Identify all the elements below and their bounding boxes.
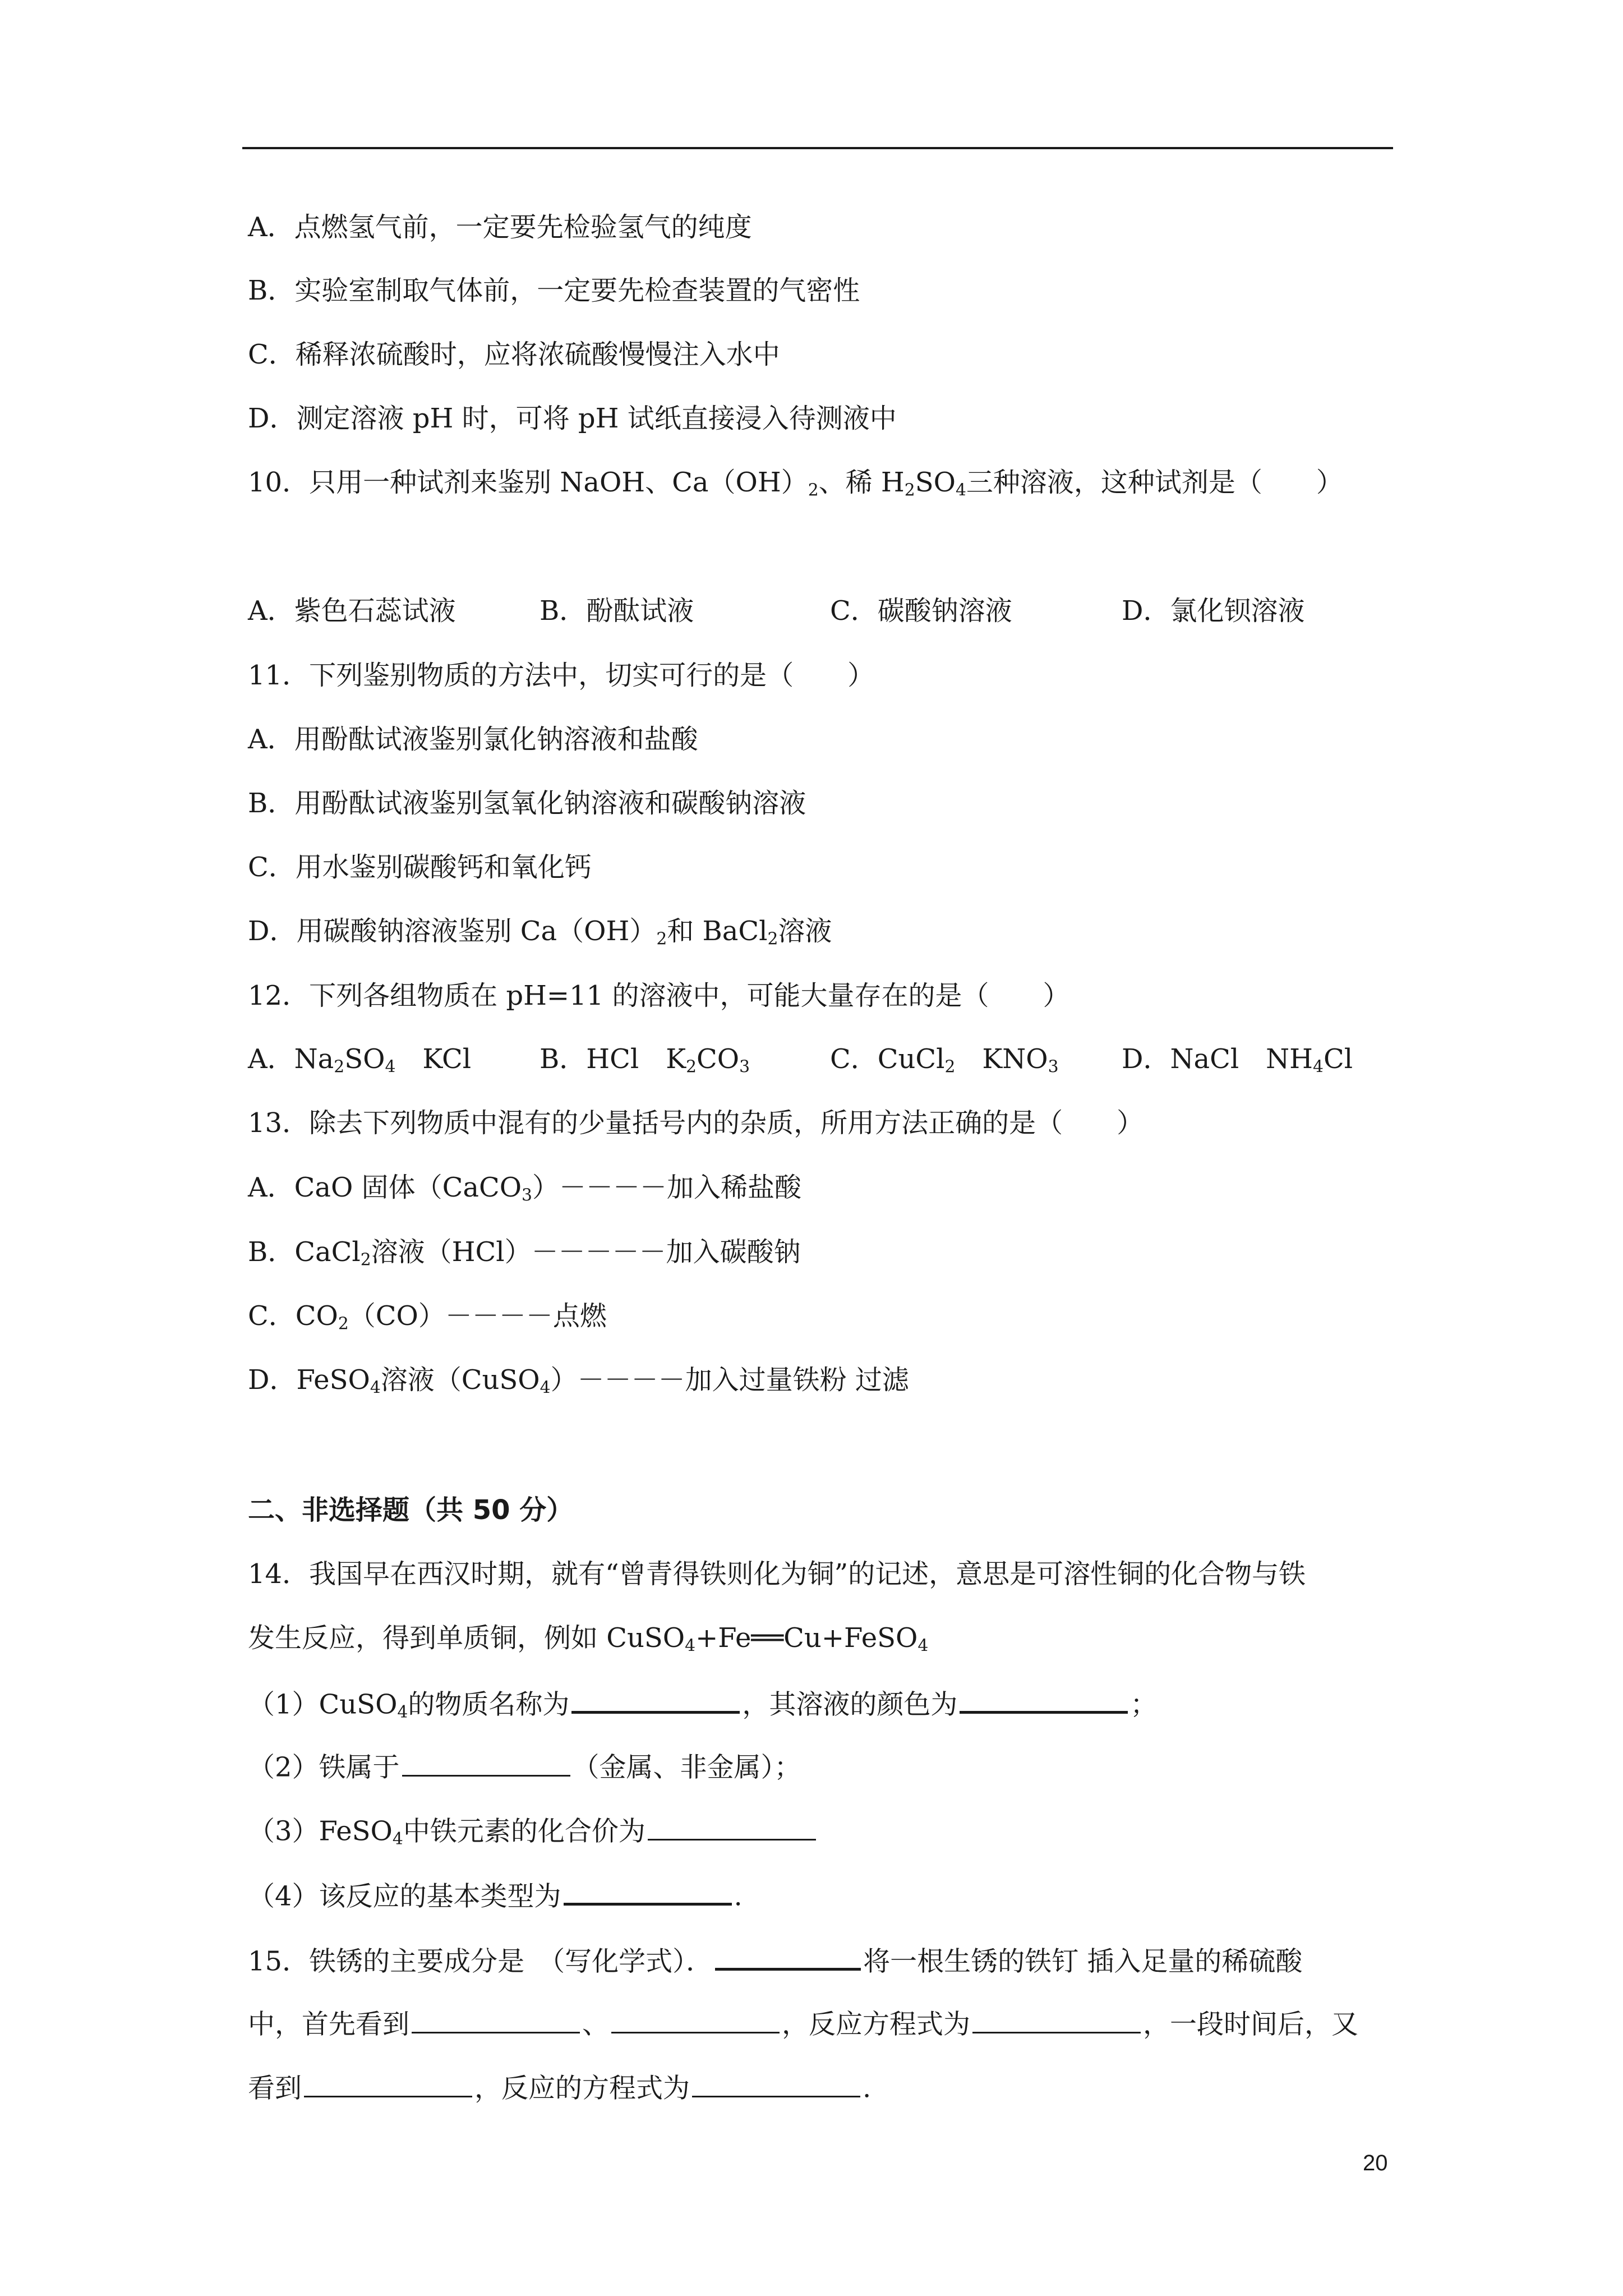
- q12-option-b: B．HCl $K_2CO_3$: [540, 1043, 750, 1077]
- q14-stem-line2: 发生反应，得到单质铜，例如 CuSO$_4$+Fe══Cu+FeSO$_4$: [248, 1622, 929, 1656]
- answer-blank[interactable]: [402, 1749, 570, 1777]
- q9-option-a: A．点燃氢气前，一定要先检验氢气的纯度: [248, 211, 752, 243]
- answer-blank[interactable]: [972, 2006, 1141, 2033]
- q9-option-c: C．稀释浓硫酸时，应将浓硫酸慢慢注入水中: [248, 339, 780, 370]
- q10-option-b: B．酚酞试液: [540, 595, 694, 627]
- q12-option-a: A．$Na_2SO_4$ KCl: [248, 1043, 472, 1077]
- q13-option-d: D．FeSO$_4$溶液（CuSO$_4$）－－－－加入过量铁粉 过滤: [248, 1364, 909, 1398]
- q12-option-c: C．CuCl$_2$ $KNO_3$: [830, 1043, 1059, 1077]
- q10-stem: 10．只用一种试剂来鉴别 NaOH、$Ca(OH)_2$、稀 $H_2SO_4$三种溶液，这种试剂是（ ）: [248, 467, 1343, 500]
- q13-option-c: C．$CO_2(CO)----$点燃: [248, 1300, 607, 1334]
- q14-stem-line1: 14．我国早在西汉时期，就有“曾青得铁则化为铜”的记述，意思是可溶性铜的化合物与铁: [248, 1558, 1306, 1590]
- answer-blank[interactable]: [715, 1942, 861, 1971]
- answer-blank[interactable]: [571, 1685, 740, 1714]
- q9-option-b: B．实验室制取气体前，一定要先检查装置的气密性: [248, 275, 860, 306]
- q11-option-b: B．用酚酞试液鉴别氢氧化钠溶液和碳酸钠溶液: [248, 788, 806, 819]
- q11-option-c: C．用水鉴别碳酸钙和氧化钙: [248, 852, 592, 883]
- q13-stem: 13．除去下列物质中混有的少量括号内的杂质，所用方法正确的是（ ）: [248, 1107, 1144, 1139]
- section-2-title: 二、非选择题（共 50 分）: [248, 1494, 574, 1526]
- q9-option-d: D．测定溶液 pH 时，可将 pH 试纸直接浸入待测液中: [248, 403, 897, 434]
- q14-sub3: （3）FeSO$_4$中铁元素的化合价为: [248, 1813, 818, 1848]
- q15-line3: 看到 ，反应的方程式为 .: [248, 2070, 871, 2105]
- q11-option-d: D．用碳酸钠溶液鉴别 $Ca(OH)_2$和 BaCl$_2$溶液: [248, 915, 832, 949]
- answer-blank[interactable]: [692, 2070, 860, 2097]
- q14-sub2: （2）铁属于 （金属、非金属）；: [248, 1749, 801, 1784]
- q10-option-a: A．紫色石蕊试液: [248, 595, 456, 627]
- q11-option-a: A．用酚酞试液鉴别氯化钠溶液和盐酸: [248, 724, 698, 755]
- answer-blank[interactable]: [412, 2006, 580, 2033]
- answer-blank[interactable]: [564, 1877, 732, 1906]
- q10-option-d: D．氯化钡溶液: [1122, 595, 1305, 627]
- q12-option-d: D．NaCl $NH_4Cl$: [1122, 1043, 1353, 1077]
- q14-sub4: （4）该反应的基本类型为 .: [248, 1877, 743, 1913]
- q13-option-b: B．CaCl$_2$溶液（HCl）－－－－－加入碳酸钠: [248, 1236, 801, 1270]
- q14-sub1: （1）CuSO$_4$的物质名称为 ，其溶液的颜色为 ；: [248, 1685, 1157, 1722]
- answer-blank[interactable]: [611, 2006, 780, 2033]
- q15-line2: 中，首先看到 、 ，反应方程式为 ，一段时间后，又: [248, 2006, 1358, 2041]
- q10-option-c: C．碳酸钠溶液: [830, 595, 1012, 627]
- q15-line1: 15．铁锈的主要成分是 （写化学式）． 将一根生锈的铁钉 插入足量的稀硫酸: [248, 1942, 1302, 1978]
- answer-blank[interactable]: [304, 2070, 472, 2097]
- answer-blank[interactable]: [648, 1813, 816, 1841]
- page-number: 20: [1363, 2151, 1388, 2175]
- q11-stem: 11．下列鉴别物质的方法中，切实可行的是（ ）: [248, 660, 875, 691]
- q12-stem: 12．下列各组物质在 pH=11 的溶液中，可能大量存在的是（ ）: [248, 980, 1070, 1011]
- q13-option-a: A．CaO 固体（CaCO$_3$）－－－－加入稀盐酸: [248, 1172, 801, 1205]
- header-rule: [242, 147, 1393, 149]
- answer-blank[interactable]: [960, 1685, 1128, 1714]
